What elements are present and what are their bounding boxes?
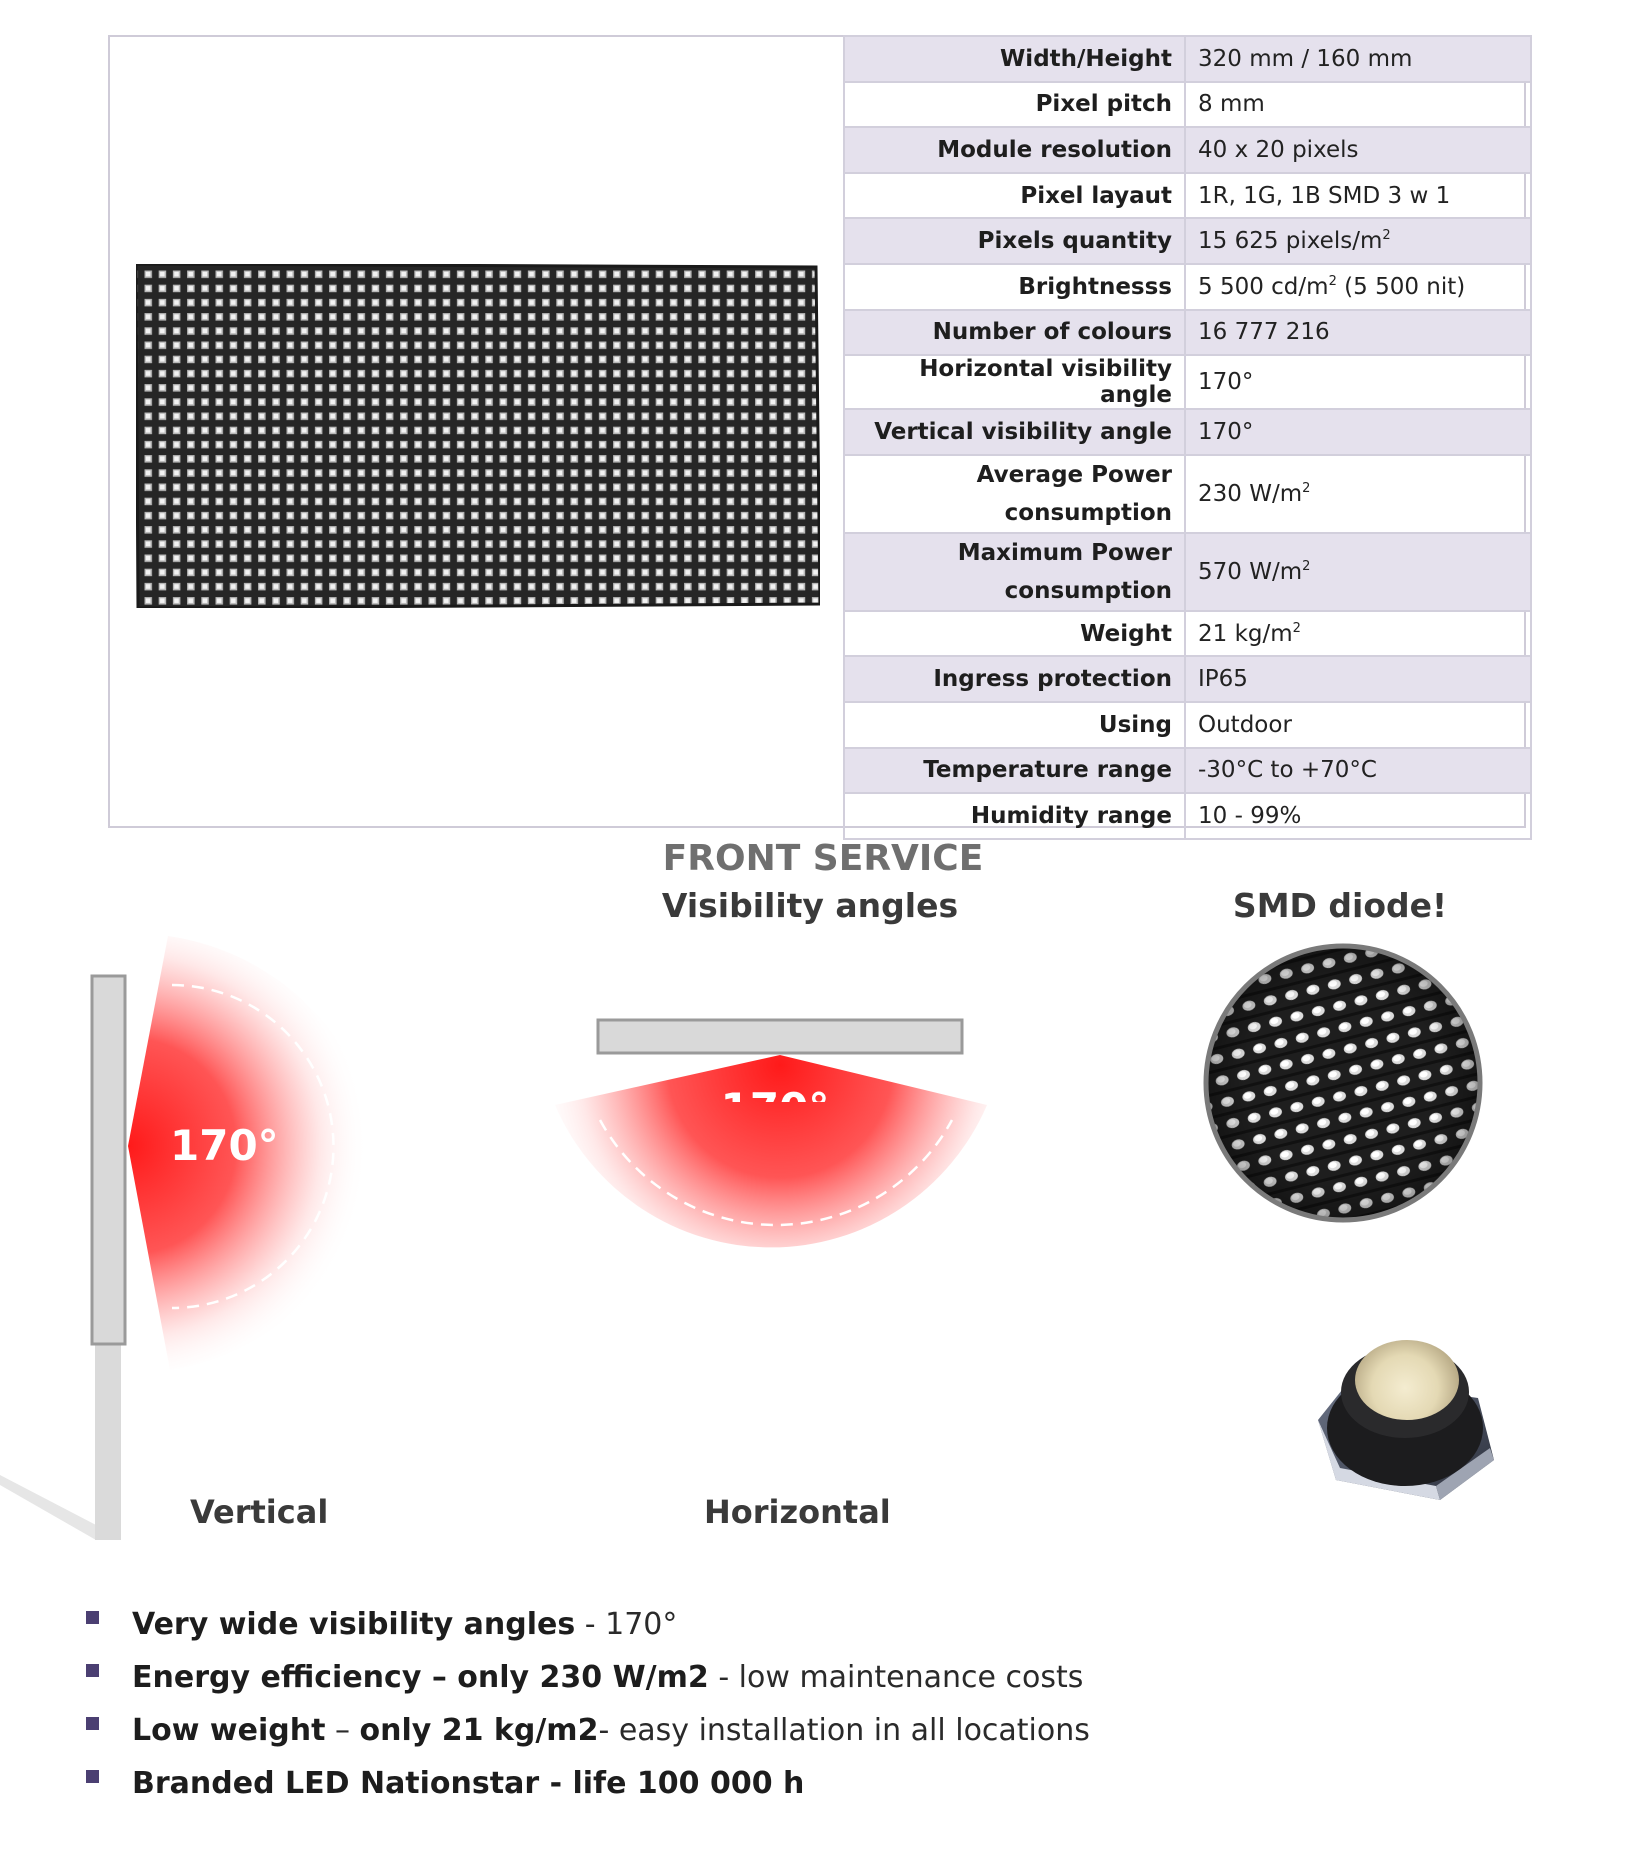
spec-row [844, 218, 1531, 264]
support-pole [95, 1340, 121, 1540]
spec-label: Humidity range [844, 793, 1185, 839]
spec-label: Weight [844, 611, 1185, 657]
spec-row [844, 455, 1531, 533]
spec-label: Average Power consumption [844, 455, 1185, 533]
smd-diode-heading: SMD diode! [1232, 886, 1448, 925]
spec-row [844, 748, 1531, 794]
spec-value: 1R, 1G, 1B SMD 3 w 1 [1185, 173, 1531, 219]
feature-list [86, 1598, 1090, 1810]
spec-box [108, 35, 1526, 828]
spec-value: IP65 [1185, 656, 1531, 702]
spec-row [844, 355, 1531, 409]
spec-label: Using [844, 702, 1185, 748]
spec-row [844, 702, 1531, 748]
spec-value: 570 $W/m^2$ [1185, 533, 1531, 611]
spec-label: Vertical visibility angle [844, 409, 1185, 455]
vertical-angle-diagram [0, 920, 380, 1540]
vertical-angle-label: 170° [170, 1121, 279, 1170]
spec-row [844, 173, 1531, 219]
spec-label: Ingress protection [844, 656, 1185, 702]
spec-row [844, 793, 1531, 839]
spec-label: Number of colours [844, 310, 1185, 356]
spec-row [844, 127, 1531, 173]
spec-label: Pixel pitch [844, 82, 1185, 128]
floor-shadow [0, 1475, 96, 1540]
spec-value: 230 $W/m^2$ [1185, 455, 1531, 533]
spec-label: Horizontal visibility angle [844, 355, 1185, 409]
spec-value: -30°C to +70°C [1185, 748, 1531, 794]
horizontal-angle-diagram [540, 1010, 1020, 1310]
spec-value: 40 x 20 pixels [1185, 127, 1531, 173]
list-item: Branded LED Nationstar - life 100 000 h [86, 1757, 1090, 1810]
spec-label: Module resolution [844, 127, 1185, 173]
spec-value: 5 500 $cd/m^2$ (5 500 nit) [1185, 264, 1531, 310]
spec-row [844, 82, 1531, 128]
spec-row [844, 611, 1531, 657]
spec-value: 170° [1185, 409, 1531, 455]
bullet-square-icon [86, 1664, 99, 1677]
spec-row [844, 656, 1531, 702]
product-image-area [110, 37, 843, 826]
list-item: Energy efficiency – only 230 W/m2 - low maintenance costs [86, 1651, 1090, 1704]
spec-row [844, 310, 1531, 356]
list-item: Low weight – only 21 kg/m2- easy installation in all locations [86, 1704, 1090, 1757]
screen-top-view [598, 1020, 962, 1053]
visibility-angles-heading: Visibility angles [661, 886, 959, 925]
spec-value: 21 $kg/m^2$ [1185, 611, 1531, 657]
spec-row [844, 264, 1531, 310]
spec-row [844, 409, 1531, 455]
spec-label: Brightnesss [844, 264, 1185, 310]
spec-label: Temperature range [844, 748, 1185, 794]
spec-label: Width/Height [844, 36, 1185, 82]
horizontal-label: Horizontal [704, 1493, 891, 1531]
bullet-square-icon [86, 1717, 99, 1730]
spec-value: 8 mm [1185, 82, 1531, 128]
spec-value: 320 mm / 160 mm [1185, 36, 1531, 82]
smd-closeup-image [1198, 938, 1488, 1228]
led-module-image [136, 264, 820, 608]
spec-table [843, 35, 1532, 840]
spec-label: Maximum Power consumption [844, 533, 1185, 611]
spec-value: Outdoor [1185, 702, 1531, 748]
smd-diode-image [1310, 1310, 1500, 1510]
screen-side-view [92, 976, 125, 1344]
spec-value: 16 777 216 [1185, 310, 1531, 356]
spec-row [844, 533, 1531, 611]
spec-value: 170° [1185, 355, 1531, 409]
spec-label: Pixels quantity [844, 218, 1185, 264]
spec-row [844, 36, 1531, 82]
spec-value: 15 625 pixels/$m^2$ [1185, 218, 1531, 264]
bullet-square-icon [86, 1770, 99, 1783]
front-service-heading: FRONT SERVICE [662, 838, 984, 879]
spec-value: 10 - 99% [1185, 793, 1531, 839]
spec-label: Pixel layaut [844, 173, 1185, 219]
list-item: Very wide visibility angles - 170° [86, 1598, 1090, 1651]
vertical-label: Vertical [190, 1493, 329, 1531]
bullet-square-icon [86, 1611, 99, 1624]
